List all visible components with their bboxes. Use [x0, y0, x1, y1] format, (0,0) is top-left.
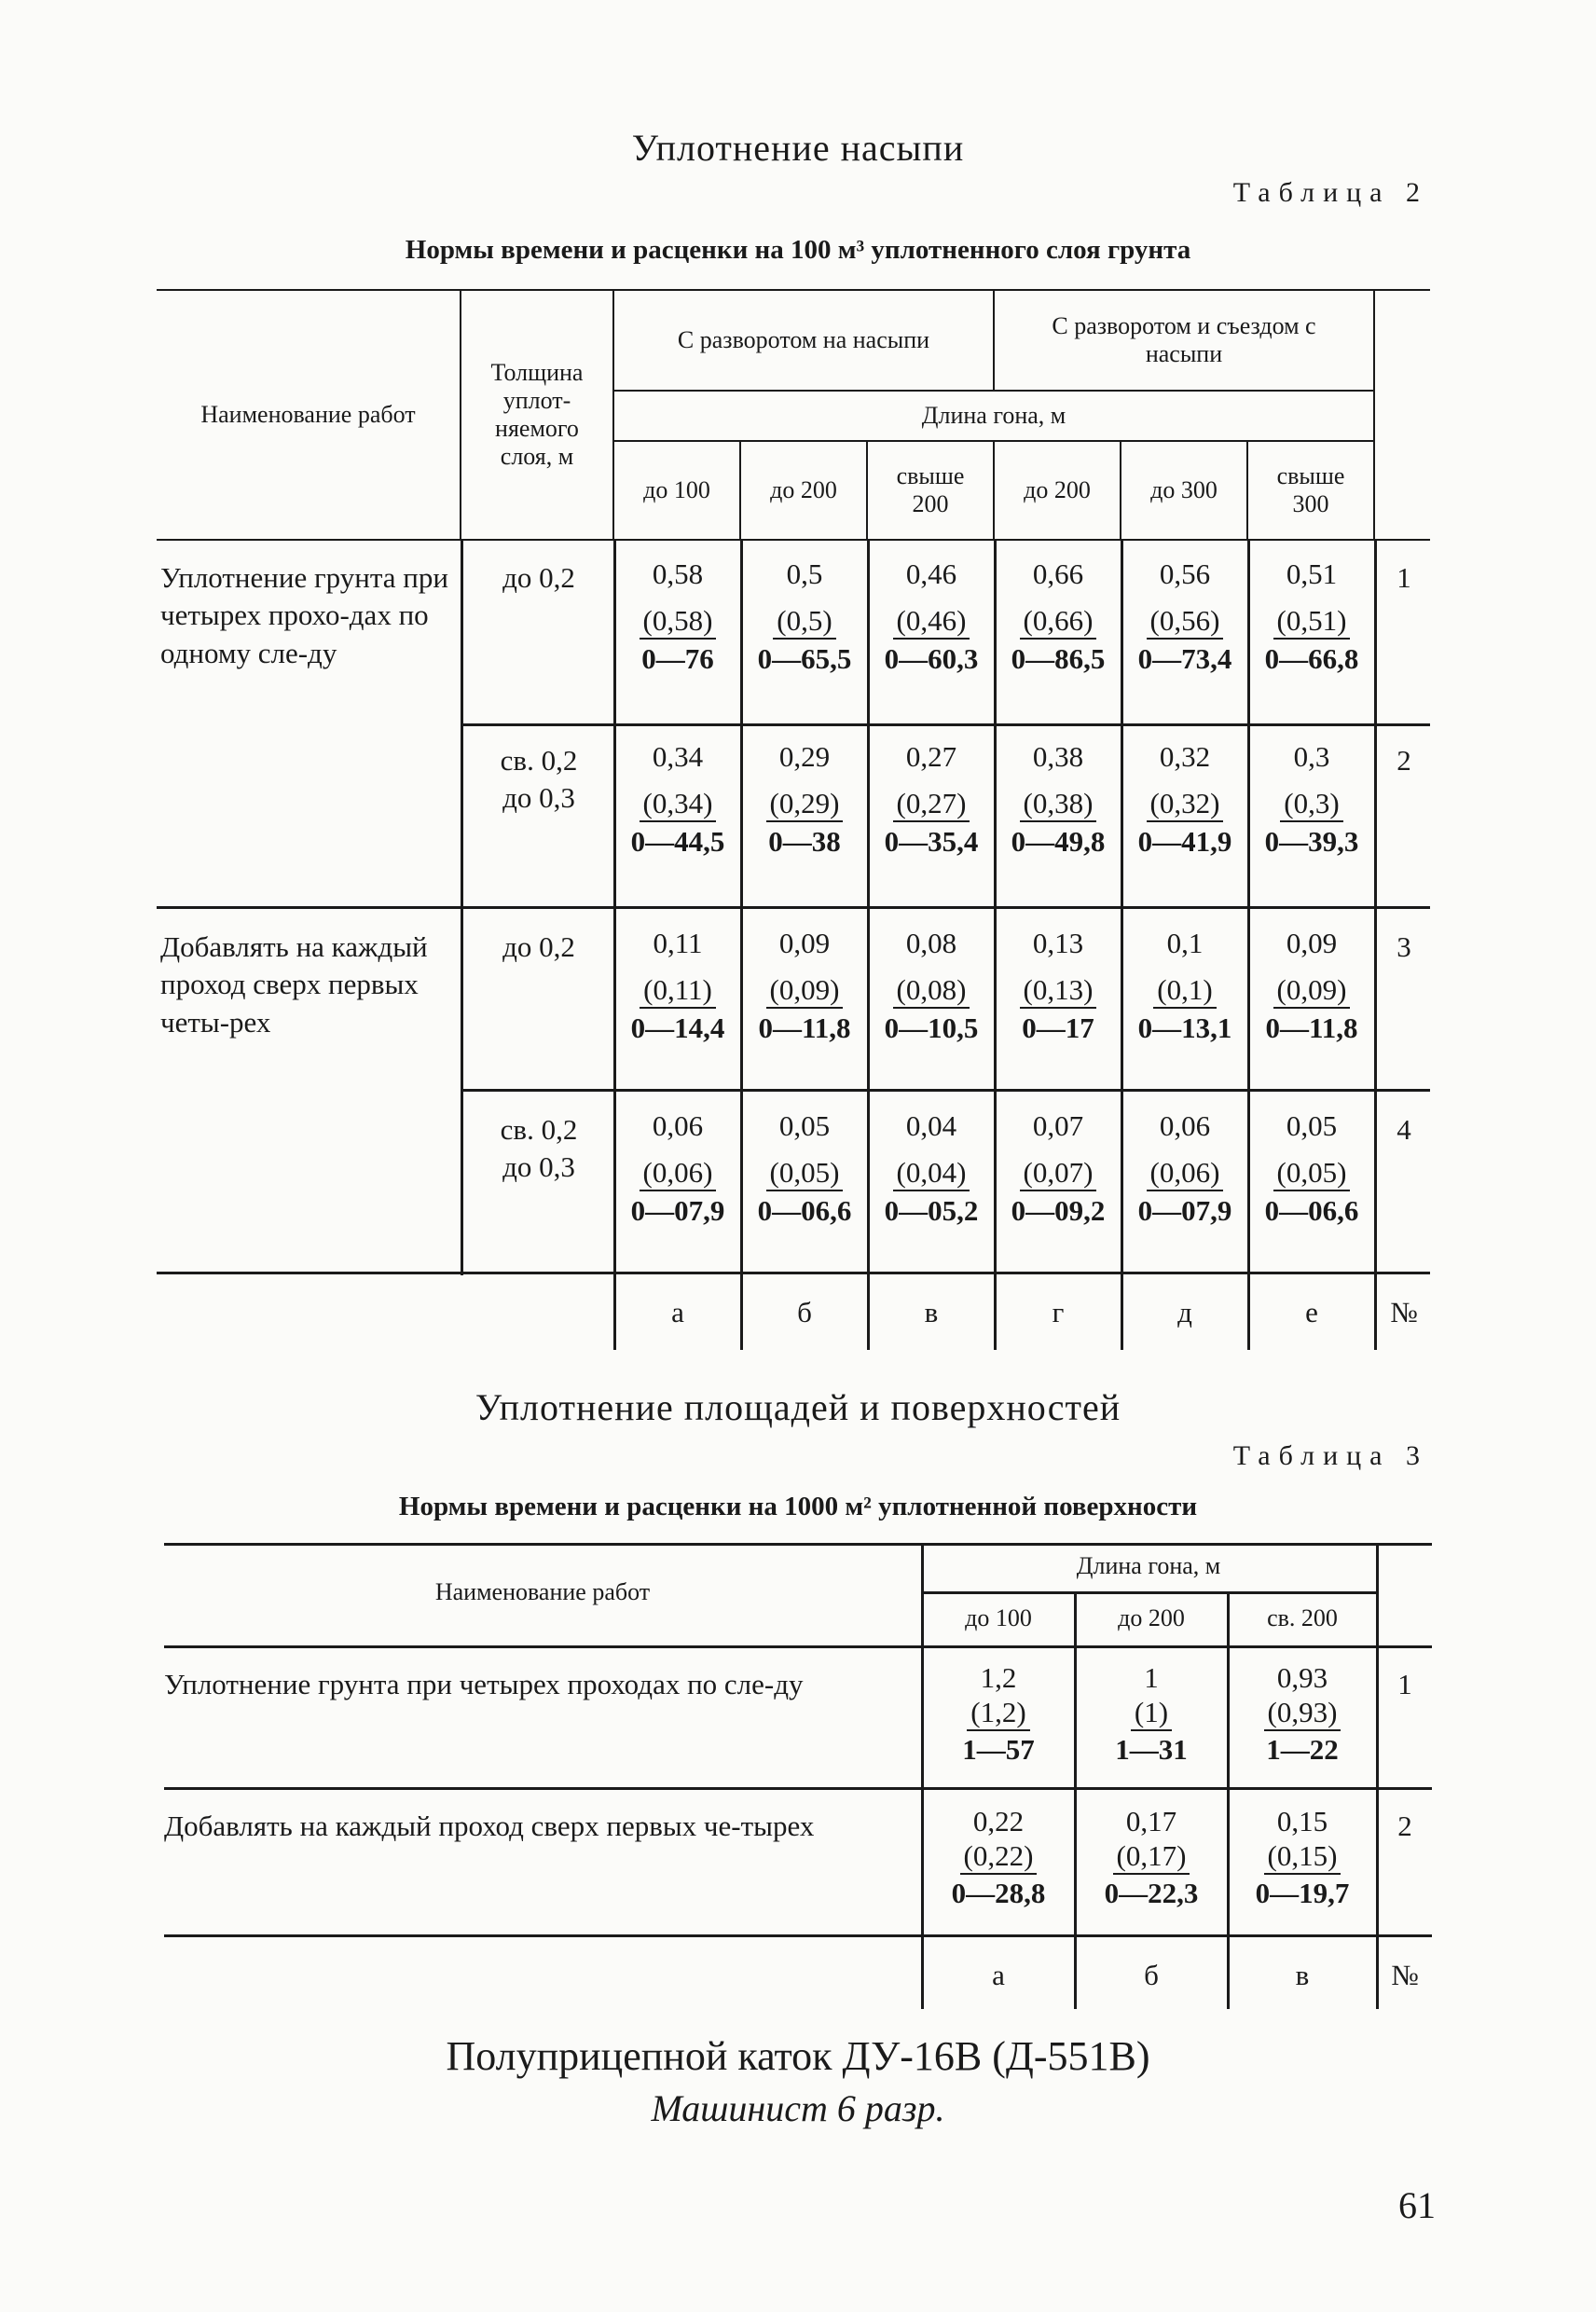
value-cell: [615, 1108, 740, 1230]
column-number-mark: №: [1391, 1959, 1419, 1991]
section1-subtitle: Нормы времени и расценки на 100 м³ уплотненного слоя грунта: [405, 235, 1191, 265]
norm-value-paren: (0,15): [1264, 1838, 1341, 1875]
norm-value: 0,46: [905, 557, 957, 590]
norm-value-paren: (0,27): [893, 786, 970, 822]
rate-value: 0—76: [641, 641, 714, 675]
norm-value-paren: (0,34): [640, 786, 717, 822]
norm-value-paren: (0,32): [1147, 786, 1224, 822]
norm-value: 0,38: [1032, 740, 1084, 773]
norm-value: 0,29: [778, 740, 831, 773]
value-cell: [1122, 738, 1247, 860]
column-letter: а: [992, 1959, 1005, 1991]
norm-value: 0,06: [652, 1109, 704, 1142]
column-number-mark: №: [1390, 1296, 1418, 1328]
norm-value-paren: (0,93): [1264, 1695, 1341, 1731]
value-cell: [615, 925, 740, 1047]
rate-value: 0—41,9: [1137, 824, 1232, 858]
norm-value: 0,05: [778, 1109, 831, 1142]
column-letter: в: [924, 1296, 939, 1328]
header-group-b: С разворотом и съездом с насыпи: [994, 290, 1374, 391]
norm-value: 1: [1144, 1661, 1159, 1694]
rate-value: 0—11,8: [1265, 1011, 1358, 1044]
column-letter: б: [1144, 1959, 1159, 1991]
rate-value: 0—28,8: [951, 1877, 1046, 1910]
thickness: св. 0,2 до 0,3: [500, 1113, 578, 1184]
section2-title: Уплотнение площадей и поверхностей: [475, 1386, 1121, 1428]
header-length: Длина гона, м: [613, 391, 1374, 441]
value-cell: [742, 925, 867, 1047]
value-cell: [1249, 1108, 1374, 1230]
value-cell: [996, 925, 1121, 1047]
column-letter: в: [1295, 1959, 1310, 1991]
value-cell: [996, 738, 1121, 860]
norm-value: 0,27: [905, 740, 957, 773]
value-cell: [869, 556, 994, 678]
norm-value-paren: (0,05): [1273, 1155, 1351, 1191]
operator-grade: Машинист 6 разр.: [651, 2087, 945, 2129]
work-name: Добавлять на каждый проход сверх первых че-тырех: [164, 1810, 815, 1842]
page-number: 61: [1398, 2184, 1436, 2226]
value-cell: [869, 1108, 994, 1230]
thickness: до 0,2: [502, 561, 575, 594]
value-cell: [1229, 1804, 1376, 1913]
rate-value: 0—09,2: [1011, 1193, 1106, 1227]
header-group-a: С разворотом на насыпи: [613, 290, 994, 391]
norm-value: 1,2: [980, 1661, 1017, 1694]
value-cell: [996, 1108, 1121, 1230]
rate-value: 0—07,9: [630, 1193, 725, 1227]
value-cell: [1249, 925, 1374, 1047]
rate-value: 0—07,9: [1137, 1193, 1232, 1227]
col-header: до 200: [1118, 1604, 1185, 1631]
norm-value-paren: (0,08): [893, 972, 970, 1009]
value-cell: [1249, 556, 1374, 678]
table-3: [164, 1543, 1432, 2009]
norm-value: 0,1: [1166, 927, 1204, 959]
col-header: до 200: [740, 441, 867, 540]
rate-value: 0—65,5: [757, 641, 852, 675]
value-cell: [742, 738, 867, 860]
norm-value: 0,09: [778, 927, 831, 959]
thickness: до 0,2: [502, 930, 575, 963]
column-letter: а: [671, 1296, 684, 1328]
norm-value-paren: (0,09): [1273, 972, 1351, 1009]
col-header: до 200: [994, 441, 1121, 540]
norm-value-paren: (0,06): [1147, 1155, 1224, 1191]
rate-value: 0—06,6: [757, 1193, 852, 1227]
norm-value: 0,5: [786, 557, 823, 590]
norm-value: 0,34: [652, 740, 704, 773]
work-name: Добавлять на каждый проход сверх первых четы-рех: [160, 930, 428, 1039]
value-cell: [1229, 1660, 1376, 1769]
norm-value-paren: (0,38): [1020, 786, 1097, 822]
rate-value: 0—60,3: [884, 641, 979, 675]
norm-value-paren: (0,58): [640, 603, 717, 640]
rate-value: 0—17: [1022, 1011, 1094, 1044]
value-cell: [1249, 738, 1374, 860]
row-number: 1: [1397, 1668, 1412, 1700]
norm-value: 0,05: [1286, 1109, 1338, 1142]
norm-value: 0,06: [1159, 1109, 1211, 1142]
rate-value: 0—22,3: [1104, 1877, 1199, 1910]
norm-value-paren: (0,5): [773, 603, 835, 640]
section1-title: Уплотнение насыпи: [631, 127, 965, 169]
rate-value: 0—14,4: [630, 1011, 725, 1044]
norm-value: 0,17: [1125, 1805, 1177, 1837]
rate-value: 0—13,1: [1137, 1011, 1232, 1044]
value-cell: [1076, 1660, 1227, 1769]
section2-subtitle: Нормы времени и расценки на 1000 м² уплотненной поверхности: [398, 1492, 1198, 1521]
rate-value: 0—06,6: [1264, 1193, 1359, 1227]
value-cell: [1076, 1804, 1227, 1913]
header-thickness: Толщина уплот-няемого слоя, м: [461, 290, 613, 540]
col-header: до 300: [1121, 441, 1247, 540]
norm-value-paren: (0,17): [1113, 1838, 1190, 1875]
rate-value: 1—57: [962, 1733, 1035, 1767]
rate-value: 0—35,4: [884, 824, 979, 858]
value-cell: [1122, 556, 1247, 678]
norm-value: 0,51: [1286, 557, 1338, 590]
norm-value-paren: (0,07): [1020, 1155, 1097, 1191]
row-number: 4: [1396, 1113, 1411, 1146]
column-letter: е: [1305, 1296, 1318, 1328]
norm-value-paren: (0,05): [766, 1155, 844, 1191]
column-letter: б: [797, 1296, 812, 1328]
work-name: Уплотнение грунта при четырех проходах по сле-ду: [164, 1668, 804, 1700]
norm-value: 0,15: [1276, 1805, 1328, 1837]
col-header: до 100: [613, 441, 740, 540]
value-cell: [923, 1804, 1074, 1913]
rate-value: 0—19,7: [1255, 1877, 1350, 1910]
norm-value: 0,66: [1032, 557, 1084, 590]
col-header: св. 200: [1267, 1604, 1338, 1631]
rate-value: 0—10,5: [884, 1011, 979, 1044]
rate-value: 0—39,3: [1264, 824, 1359, 858]
norm-value-paren: (0,3): [1280, 786, 1342, 822]
rate-value: 0—73,4: [1137, 641, 1232, 675]
norm-value: 0,08: [905, 927, 957, 959]
header-work-name: Наименование работ: [157, 290, 461, 540]
value-cell: [742, 556, 867, 678]
norm-value: 0,93: [1276, 1661, 1328, 1694]
rate-value: 0—05,2: [884, 1193, 979, 1227]
value-cell: [923, 1660, 1074, 1769]
norm-value-paren: (0,29): [766, 786, 844, 822]
value-cell: [869, 738, 994, 860]
col-header: до 100: [965, 1604, 1032, 1631]
section2-table-label: Таблица 3: [1232, 1440, 1428, 1471]
value-cell: [869, 925, 994, 1047]
norm-value-paren: (0,1): [1153, 972, 1216, 1009]
row-number: 1: [1396, 561, 1411, 594]
value-cell: [1122, 1108, 1247, 1230]
norm-value: 0,56: [1159, 557, 1211, 590]
norm-value: 0,09: [1286, 927, 1338, 959]
norm-value: 0,13: [1032, 927, 1084, 959]
table-2: [157, 289, 1430, 541]
norm-value: 0,11: [653, 927, 703, 959]
rate-value: 0—44,5: [630, 824, 725, 858]
row-number: 2: [1397, 1810, 1412, 1842]
value-cell: [615, 556, 740, 678]
thickness: св. 0,2 до 0,3: [500, 744, 578, 815]
norm-value: 0,58: [652, 557, 704, 590]
rate-value: 0—49,8: [1011, 824, 1106, 858]
table-2-body: [157, 539, 1430, 1328]
header-work-name: Наименование работ: [434, 1578, 651, 1605]
norm-value-paren: (0,04): [893, 1155, 970, 1191]
norm-value-paren: (0,22): [960, 1838, 1038, 1875]
column-letter: д: [1177, 1296, 1192, 1328]
column-letter: г: [1052, 1296, 1065, 1328]
value-cell: [615, 738, 740, 860]
rate-value: 1—22: [1266, 1733, 1339, 1767]
norm-value-paren: (0,56): [1147, 603, 1224, 640]
norm-value-paren: (0,06): [640, 1155, 717, 1191]
norm-value-paren: (0,46): [893, 603, 970, 640]
col-header: свыше 300: [1247, 441, 1374, 540]
norm-value-paren: (0,51): [1273, 603, 1351, 640]
rate-value: 0—66,8: [1264, 641, 1359, 675]
norm-value-paren: (0,66): [1020, 603, 1097, 640]
value-cell: [1122, 925, 1247, 1047]
rate-value: 0—86,5: [1011, 641, 1106, 675]
section1-table-label: Таблица 2: [1232, 177, 1428, 208]
norm-value: 0,07: [1032, 1109, 1084, 1142]
norm-value-paren: (1,2): [967, 1695, 1029, 1731]
rate-value: 0—38: [768, 824, 841, 858]
value-cell: [996, 556, 1121, 678]
rate-value: 1—31: [1115, 1733, 1188, 1767]
norm-value: 0,32: [1159, 740, 1211, 773]
row-number: 3: [1396, 930, 1411, 963]
rate-value: 0—11,8: [758, 1011, 851, 1044]
norm-value-paren: (1): [1131, 1695, 1172, 1731]
norm-value-paren: (0,11): [640, 972, 716, 1009]
norm-value: 0,04: [905, 1109, 957, 1142]
work-name: Уплотнение грунта при четырех прохо-дах по одному сле-ду: [160, 561, 448, 669]
header-length: Длина гона, м: [1076, 1552, 1221, 1579]
col-header: свыше 200: [867, 441, 994, 540]
norm-value-paren: (0,13): [1020, 972, 1097, 1009]
norm-value: 0,22: [972, 1805, 1025, 1837]
norm-value-paren: (0,09): [766, 972, 844, 1009]
machine-title: Полуприцепной каток ДУ-16В (Д-551В): [446, 2033, 1150, 2079]
row-number: 2: [1396, 744, 1411, 777]
norm-value: 0,3: [1293, 740, 1330, 773]
value-cell: [742, 1108, 867, 1230]
